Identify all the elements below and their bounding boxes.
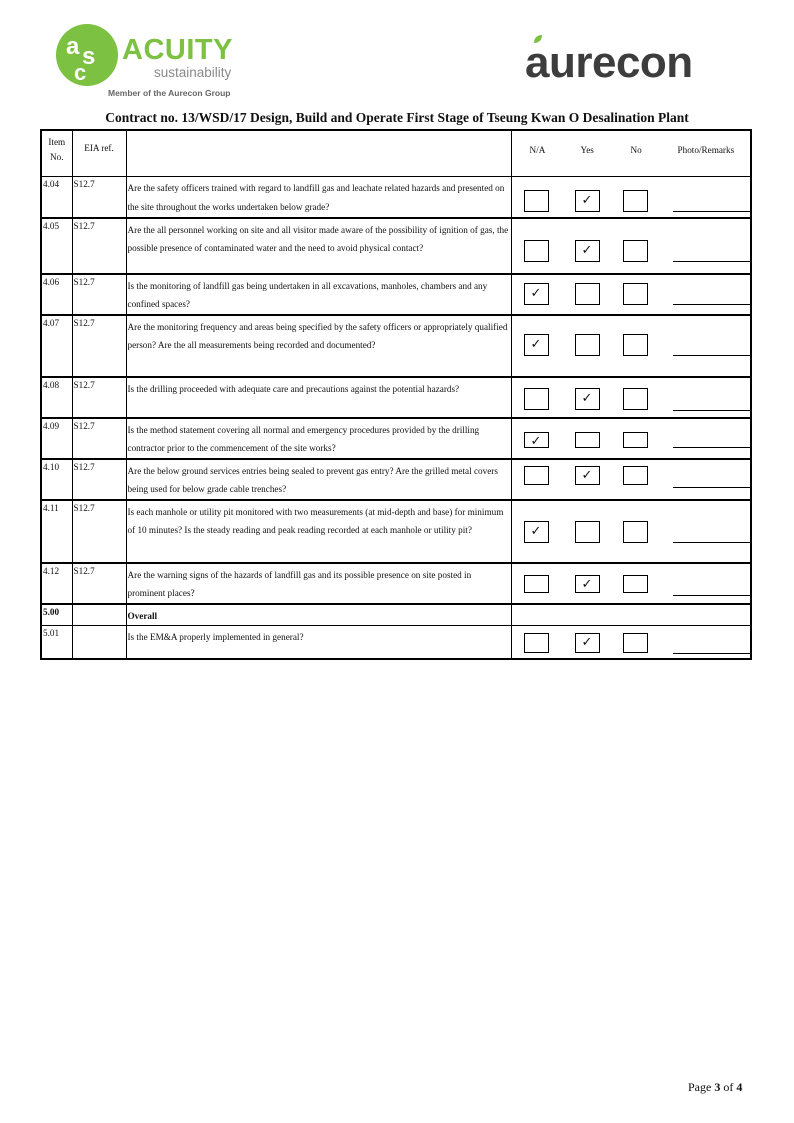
header-na: N/A xyxy=(529,145,546,155)
header-remarks: Photo/Remarks xyxy=(677,145,735,155)
check-mark-icon: ✓ xyxy=(581,242,593,258)
checkbox-yes[interactable] xyxy=(575,521,600,543)
answer-cell xyxy=(511,418,751,459)
checkbox-yes[interactable] xyxy=(575,432,600,448)
item-number: 4.10 xyxy=(41,459,72,500)
eia-reference: S12.7 xyxy=(72,418,126,459)
footer-middle: of xyxy=(720,1080,737,1094)
header-yes: Yes xyxy=(580,145,594,155)
checkbox-no[interactable] xyxy=(623,521,648,543)
item-number: 4.05 xyxy=(41,218,72,274)
checkbox-yes[interactable] xyxy=(575,466,600,485)
checkbox-no[interactable] xyxy=(623,190,648,212)
question-text: Are the monitoring frequency and areas being specified by the safety officers or appropriately qualified person? Are the all measurements being recorded and documented? xyxy=(126,315,511,377)
check-mark-icon: ✓ xyxy=(530,433,542,449)
remarks-field[interactable] xyxy=(673,211,750,212)
answer-cell xyxy=(511,626,751,659)
table-row xyxy=(41,274,751,315)
section-ref xyxy=(72,604,126,626)
acuity-logo xyxy=(52,22,252,102)
checkbox-yes[interactable] xyxy=(575,633,600,653)
checkbox-no[interactable] xyxy=(623,283,648,305)
checkbox-na[interactable] xyxy=(524,575,549,593)
checkbox-no[interactable] xyxy=(623,240,648,262)
header-eia-label: EIA ref. xyxy=(84,143,114,153)
answer-cell xyxy=(511,218,751,274)
question-text: Are the safety officers trained with regard to landfill gas and leachate related hazards and presented on the site throughout the works undertaken below grade? xyxy=(126,177,511,218)
page-footer xyxy=(688,1080,742,1095)
question-text: Are the all personnel working on site and all visitor made aware of the possibility of ignition of gas, the possible presence of contaminated water and the need to avoid physical contact? xyxy=(126,218,511,274)
header-item-line1: Item xyxy=(48,137,66,147)
answer-cell xyxy=(511,274,751,315)
eia-reference xyxy=(72,626,126,659)
remarks-field[interactable] xyxy=(673,355,750,356)
section-number: 5.00 xyxy=(41,604,72,626)
checkbox-na[interactable] xyxy=(524,432,549,448)
checkbox-na[interactable] xyxy=(524,466,549,485)
checkbox-yes[interactable] xyxy=(575,190,600,212)
table-row xyxy=(41,418,751,459)
item-number: 4.12 xyxy=(41,563,72,604)
acuity-wordmark: ACUITY xyxy=(122,34,233,66)
answer-cell xyxy=(511,563,751,604)
checklist-table xyxy=(40,129,752,660)
checkbox-yes[interactable] xyxy=(575,334,600,356)
aurecon-wordmark: aurecon xyxy=(525,38,693,87)
checkbox-na[interactable] xyxy=(524,521,549,543)
remarks-field[interactable] xyxy=(673,653,750,654)
item-number: 4.08 xyxy=(41,377,72,418)
checkbox-yes[interactable] xyxy=(575,283,600,305)
svg-text:s: s xyxy=(82,43,96,70)
table-row xyxy=(41,500,751,563)
answer-cell xyxy=(511,315,751,377)
checkbox-na[interactable] xyxy=(524,633,549,653)
checkbox-na[interactable] xyxy=(524,388,549,410)
eia-reference: S12.7 xyxy=(72,377,126,418)
remarks-field[interactable] xyxy=(673,261,750,262)
eia-reference: S12.7 xyxy=(72,218,126,274)
remarks-field[interactable] xyxy=(673,542,750,543)
footer-current-page: 3 xyxy=(714,1080,721,1094)
question-text: Is the method statement covering all normal and emergency procedures provided by the drilling contractor prior to the commencement of the site works? xyxy=(126,418,511,459)
table-row xyxy=(41,315,751,377)
remarks-field[interactable] xyxy=(673,487,750,488)
svg-text:c: c xyxy=(74,60,87,85)
header-item-no xyxy=(41,130,72,177)
section-row xyxy=(41,604,751,626)
item-number: 4.09 xyxy=(41,418,72,459)
check-mark-icon: ✓ xyxy=(581,390,593,406)
acuity-subtitle: sustainability xyxy=(154,65,232,80)
eia-reference: S12.7 xyxy=(72,177,126,218)
question-text: Is the drilling proceeded with adequate care and precautions against the potential hazards? xyxy=(126,377,511,418)
item-number: 4.11 xyxy=(41,500,72,563)
checkbox-yes[interactable] xyxy=(575,240,600,262)
eia-reference: S12.7 xyxy=(72,500,126,563)
table-row xyxy=(41,177,751,218)
check-mark-icon: ✓ xyxy=(530,285,542,301)
aurecon-logo xyxy=(525,36,740,90)
contract-title: Contract no. 13/WSD/17 Design, Build and Operate First Stage of Tseung Kwan O Desalination Plant xyxy=(105,110,689,125)
header-question xyxy=(126,130,511,177)
eia-reference: S12.7 xyxy=(72,315,126,377)
eia-reference: S12.7 xyxy=(72,274,126,315)
check-mark-icon: ✓ xyxy=(581,635,593,650)
checkbox-na[interactable] xyxy=(524,240,549,262)
header-item-line2: No. xyxy=(49,152,64,162)
table-row xyxy=(41,218,751,274)
footer-prefix: Page xyxy=(688,1080,715,1094)
check-mark-icon: ✓ xyxy=(530,336,542,352)
item-number: 4.04 xyxy=(41,177,72,218)
checkbox-no[interactable] xyxy=(623,633,648,653)
item-number: 4.06 xyxy=(41,274,72,315)
section-title: Overall xyxy=(126,604,511,626)
eia-reference: S12.7 xyxy=(72,563,126,604)
checkbox-na[interactable] xyxy=(524,334,549,356)
acuity-logo-mark-icon xyxy=(56,24,118,86)
remarks-field[interactable] xyxy=(673,447,750,448)
answer-cell xyxy=(511,459,751,500)
remarks-field[interactable] xyxy=(673,410,750,411)
answer-cell xyxy=(511,500,751,563)
checkbox-yes[interactable] xyxy=(575,388,600,410)
item-number: 5.01 xyxy=(41,626,72,659)
header-answers xyxy=(511,130,751,177)
checkbox-no[interactable] xyxy=(623,334,648,356)
eia-reference: S12.7 xyxy=(72,459,126,500)
svg-text:a: a xyxy=(66,33,80,60)
question-text: Is the EM&A properly implemented in general? xyxy=(126,626,511,659)
table-row xyxy=(41,377,751,418)
remarks-field[interactable] xyxy=(673,304,750,305)
table-header-row xyxy=(41,130,751,177)
table-row xyxy=(41,626,751,659)
checkbox-no[interactable] xyxy=(623,575,648,593)
section-answer-cell xyxy=(511,604,751,626)
question-text: Is each manhole or utility pit monitored with two measurements (at mid-depth and base) for minimum of 10 minutes? Is the steady reading and peak reading recorded at each manhole or utility pit? xyxy=(126,500,511,563)
checkbox-no[interactable] xyxy=(623,466,648,485)
question-text: Is the monitoring of landfill gas being undertaken in all excavations, manholes, chambers and any confined spaces? xyxy=(126,274,511,315)
table-row xyxy=(41,563,751,604)
table-row xyxy=(41,459,751,500)
question-text: Are the below ground services entries being sealed to prevent gas entry? Are the grilled metal covers being used for below grade cable trenches? xyxy=(126,459,511,500)
acuity-member-text: Member of the Aurecon Group xyxy=(108,88,231,98)
header-eia-ref xyxy=(72,130,126,177)
remarks-field[interactable] xyxy=(673,595,750,596)
question-text: Are the warning signs of the hazards of landfill gas and its possible presence on site posted in prominent places? xyxy=(126,563,511,604)
checkbox-na[interactable] xyxy=(524,190,549,212)
checkbox-no[interactable] xyxy=(623,432,648,448)
footer-total-pages: 4 xyxy=(736,1080,743,1094)
check-mark-icon: ✓ xyxy=(530,523,542,539)
check-mark-icon: ✓ xyxy=(581,576,593,592)
item-number: 4.07 xyxy=(41,315,72,377)
check-mark-icon: ✓ xyxy=(581,193,593,208)
checkbox-yes[interactable] xyxy=(575,575,600,593)
header-no: No xyxy=(630,145,642,155)
checkbox-na[interactable] xyxy=(524,283,549,305)
answer-cell xyxy=(511,377,751,418)
answer-cell xyxy=(511,177,751,218)
check-mark-icon: ✓ xyxy=(581,467,593,483)
checkbox-no[interactable] xyxy=(623,388,648,410)
